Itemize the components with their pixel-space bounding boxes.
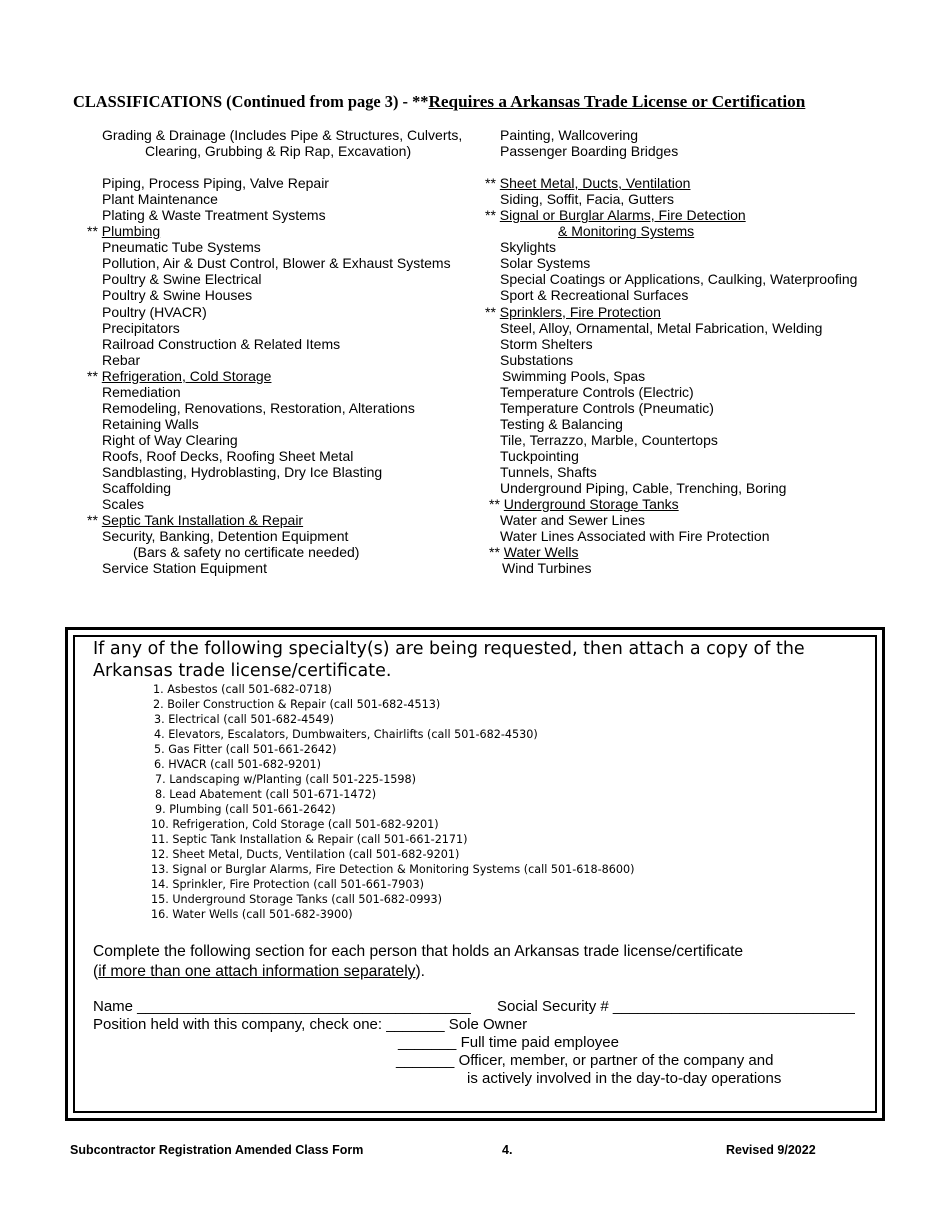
classification-label: Clearing, Grubbing & Rip Rap, Excavation) (145, 143, 412, 160)
title-main: CLASSIFICATIONS (Continued from page 3) - (73, 92, 408, 111)
classification-item (87, 223, 462, 239)
classification-item (485, 352, 857, 368)
classification-item (87, 464, 462, 480)
classification-label: Skylights (500, 239, 557, 256)
classification-label: Sheet Metal, Ducts, Ventilation (499, 175, 691, 192)
classification-label: Tile, Terrazzo, Marble, Countertops (500, 431, 718, 448)
specialty-item: 1. Asbestos (call 501-682-0718) (153, 683, 332, 696)
classification-item (485, 560, 857, 576)
classification-label: Temperature Controls (Electric) (500, 383, 694, 400)
specialty-item: 3. Electrical (call 501-682-4549) (154, 713, 334, 726)
classification-label: Plumbing (101, 223, 161, 240)
classification-label: Special Coatings or Applications, Caulking, Waterproofing (500, 271, 858, 288)
classification-label: Railroad Construction & Related Items (102, 335, 341, 352)
footer-revised-date: Revised 9/2022 (726, 1143, 816, 1157)
classification-label: Painting, Wallcovering (500, 127, 638, 143)
classification-label: Pneumatic Tube Systems (102, 239, 261, 256)
officer-label: Officer, member, or partner of the company and (458, 1052, 774, 1069)
classification-label: Testing & Balancing (500, 415, 623, 432)
classification-item (485, 496, 857, 512)
classification-label: Plating & Waste Treatment Systems (102, 207, 326, 224)
classification-item (87, 271, 462, 287)
specialty-item: 8. Lead Abatement (call 501-671-1472) (155, 788, 377, 801)
classification-item (485, 448, 857, 464)
classification-label: Temperature Controls (Pneumatic) (500, 399, 714, 416)
license-required-marker: ** (485, 207, 500, 224)
spacer (485, 159, 857, 175)
classification-label: Water and Sewer Lines (500, 512, 645, 529)
classification-item (485, 143, 857, 159)
classification-item (485, 480, 857, 496)
classification-item (485, 336, 857, 352)
classification-item (87, 528, 462, 544)
classifications-title (73, 92, 873, 112)
classification-label: Swimming Pools, Spas (502, 367, 646, 384)
classification-item (485, 528, 857, 544)
classification-label: Tunnels, Shafts (500, 463, 597, 480)
classification-item (87, 496, 462, 512)
classification-label: Septic Tank Installation & Repair (101, 512, 304, 529)
specialty-item: 11. Septic Tank Installation & Repair (call 501-661-2171) (151, 833, 468, 846)
classification-item (87, 239, 462, 255)
classification-item (87, 175, 462, 191)
specialty-item: 6. HVACR (call 501-682-9201) (154, 758, 321, 771)
classification-label: Water Lines Associated with Fire Protection (500, 528, 770, 545)
classification-item (485, 304, 857, 320)
specialty-item: 12. Sheet Metal, Ducts, Ventilation (call 501-682-9201) (151, 848, 460, 861)
specialty-list (151, 682, 634, 922)
classification-label: Storm Shelters (500, 335, 593, 352)
officer-blank[interactable]: _______ (396, 1052, 455, 1069)
classification-label: Water Wells (503, 544, 579, 561)
classification-item (87, 432, 462, 448)
footer-form-name: Subcontractor Registration Amended Class Form (70, 1143, 364, 1157)
classification-item (87, 191, 462, 207)
classification-item (485, 432, 857, 448)
classification-label: (Bars & safety no certificate needed) (133, 544, 360, 561)
classification-label: Right of Way Clearing (102, 431, 238, 448)
classification-label: Piping, Process Piping, Valve Repair (102, 175, 329, 192)
classification-item (87, 384, 462, 400)
classification-label: Scaffolding (102, 480, 172, 497)
license-intro-text: If any of the following specialty(s) are being requested, then attach a copy of the Arkansas trade license/certificate. (93, 639, 805, 681)
classification-label: Siding, Soffit, Facia, Gutters (500, 191, 675, 208)
classification-item (485, 127, 857, 143)
classification-item (87, 287, 462, 303)
classification-item (87, 320, 462, 336)
classification-label: Retaining Walls (102, 415, 199, 432)
classification-item (87, 143, 462, 159)
classification-label: Steel, Alloy, Ornamental, Metal Fabrication, Welding (500, 319, 823, 336)
specialty-item: 14. Sprinkler, Fire Protection (call 501-661-7903) (151, 878, 424, 891)
classification-label: Poultry & Swine Electrical (102, 271, 262, 288)
classification-label: Precipitators (102, 319, 180, 336)
social-security-field[interactable]: Social Security # _____________________________ (497, 998, 855, 1015)
complete-paren-close: ). (415, 963, 425, 980)
full-time-blank[interactable]: _______ (398, 1034, 457, 1051)
classification-label: Roofs, Roof Decks, Roofing Sheet Metal (102, 447, 354, 464)
title-stars: ** (407, 92, 429, 111)
classification-label: & Monitoring Systems (558, 223, 695, 240)
specialty-item: 2. Boiler Construction & Repair (call 501-682-4513) (153, 698, 441, 711)
classification-item (485, 384, 857, 400)
classification-label: Solar Systems (500, 255, 591, 272)
license-required-marker: ** (87, 512, 102, 529)
specialty-item: 5. Gas Fitter (call 501-661-2642) (154, 743, 337, 756)
specialty-item: 7. Landscaping w/Planting (call 501-225-1598) (155, 773, 417, 786)
classification-item (485, 239, 857, 255)
license-required-marker: ** (87, 223, 102, 240)
classification-label: Refrigeration, Cold Storage (101, 367, 272, 384)
classification-item (485, 223, 857, 239)
full-time-label: Full time paid employee (460, 1034, 619, 1051)
classification-item (485, 400, 857, 416)
classification-item (485, 255, 857, 271)
classification-item (87, 304, 462, 320)
officer-label-continued: is actively involved in the day-to-day operations (467, 1070, 782, 1087)
complete-line-2: if more than one attach information separately (98, 963, 416, 980)
classification-item (87, 352, 462, 368)
classification-label: Sport & Recreational Surfaces (500, 287, 689, 304)
classification-item (485, 207, 857, 223)
spacer (87, 159, 462, 175)
license-required-marker: ** (87, 367, 102, 384)
classification-label: Pollution, Air & Dust Control, Blower & Exhaust Systems (102, 255, 451, 272)
specialty-item: 15. Underground Storage Tanks (call 501-682-0993) (151, 893, 443, 906)
classification-item (87, 480, 462, 496)
specialty-item: 13. Signal or Burglar Alarms, Fire Detection & Monitoring Systems (call 501-618-8600) (151, 863, 635, 876)
classification-item (485, 191, 857, 207)
complete-line-1: Complete the following section for each person that holds an Arkansas trade license/certificate (93, 943, 744, 960)
classification-label: Substations (500, 351, 574, 368)
name-field[interactable]: Name ________________________________________ (93, 998, 471, 1015)
classification-item (485, 512, 857, 528)
classification-item (87, 560, 462, 576)
license-required-marker: ** (489, 544, 504, 561)
complete-section-instruction (93, 942, 873, 982)
classification-item (485, 175, 857, 191)
specialty-item: 16. Water Wells (call 501-682-3900) (151, 908, 353, 921)
specialty-item: 4. Elevators, Escalators, Dumbwaiters, Chairlifts (call 501-682-4530) (154, 728, 538, 741)
classification-label: Tuckpointing (500, 447, 579, 464)
classification-list-left (87, 127, 462, 576)
classification-label: Remediation (102, 383, 181, 400)
classification-item (485, 368, 857, 384)
classification-item (87, 400, 462, 416)
classification-label: Poultry (HVACR) (102, 303, 207, 320)
classification-item (485, 416, 857, 432)
classification-list-right (485, 127, 857, 576)
classification-label: Rebar (102, 351, 141, 368)
classification-item (87, 416, 462, 432)
classification-item (87, 512, 462, 528)
classification-item (485, 320, 857, 336)
classification-item (485, 287, 857, 303)
footer-page-number: 4. (502, 1143, 513, 1157)
classification-label: Grading & Drainage (Includes Pipe & Structures, Culverts, (102, 127, 463, 143)
classification-item (87, 368, 462, 384)
classification-item (87, 336, 462, 352)
classification-item (87, 207, 462, 223)
specialty-item: 10. Refrigeration, Cold Storage (call 501-682-9201) (151, 818, 439, 831)
classification-label: Service Station Equipment (102, 560, 267, 577)
classification-item (87, 255, 462, 271)
classification-item (87, 544, 462, 560)
sole-owner-label: Sole Owner (448, 1016, 528, 1033)
classification-label: Remodeling, Renovations, Restoration, Alterations (102, 399, 415, 416)
classification-item (87, 448, 462, 464)
classification-label: Plant Maintenance (102, 191, 218, 208)
classification-item (87, 127, 462, 143)
classification-label: Security, Banking, Detention Equipment (102, 528, 349, 545)
classification-label: Signal or Burglar Alarms, Fire Detection (499, 207, 746, 224)
classification-label: Passenger Boarding Bridges (500, 143, 679, 160)
license-required-marker: ** (489, 496, 504, 513)
license-required-marker: ** (485, 303, 500, 320)
classification-item (485, 271, 857, 287)
classification-label: Underground Piping, Cable, Trenching, Boring (500, 480, 787, 497)
classification-label: Poultry & Swine Houses (102, 287, 253, 304)
specialty-item: 9. Plumbing (call 501-661-2642) (155, 803, 336, 816)
classification-item (485, 464, 857, 480)
classification-label: Sprinklers, Fire Protection (499, 303, 661, 320)
sole-owner-blank[interactable]: _______ (386, 1016, 445, 1033)
title-requirement: Requires a Arkansas Trade License or Certification (428, 92, 806, 111)
license-holder-form (93, 998, 873, 1088)
classification-label: Sandblasting, Hydroblasting, Dry Ice Blasting (102, 463, 383, 480)
classification-label: Underground Storage Tanks (503, 496, 679, 513)
classification-label: Scales (102, 496, 145, 513)
classification-label: Wind Turbines (502, 560, 592, 577)
classification-item (485, 544, 857, 560)
license-required-marker: ** (485, 175, 500, 192)
position-label: Position held with this company, check one: (93, 1016, 383, 1033)
complete-paren-open: ( (93, 963, 99, 980)
